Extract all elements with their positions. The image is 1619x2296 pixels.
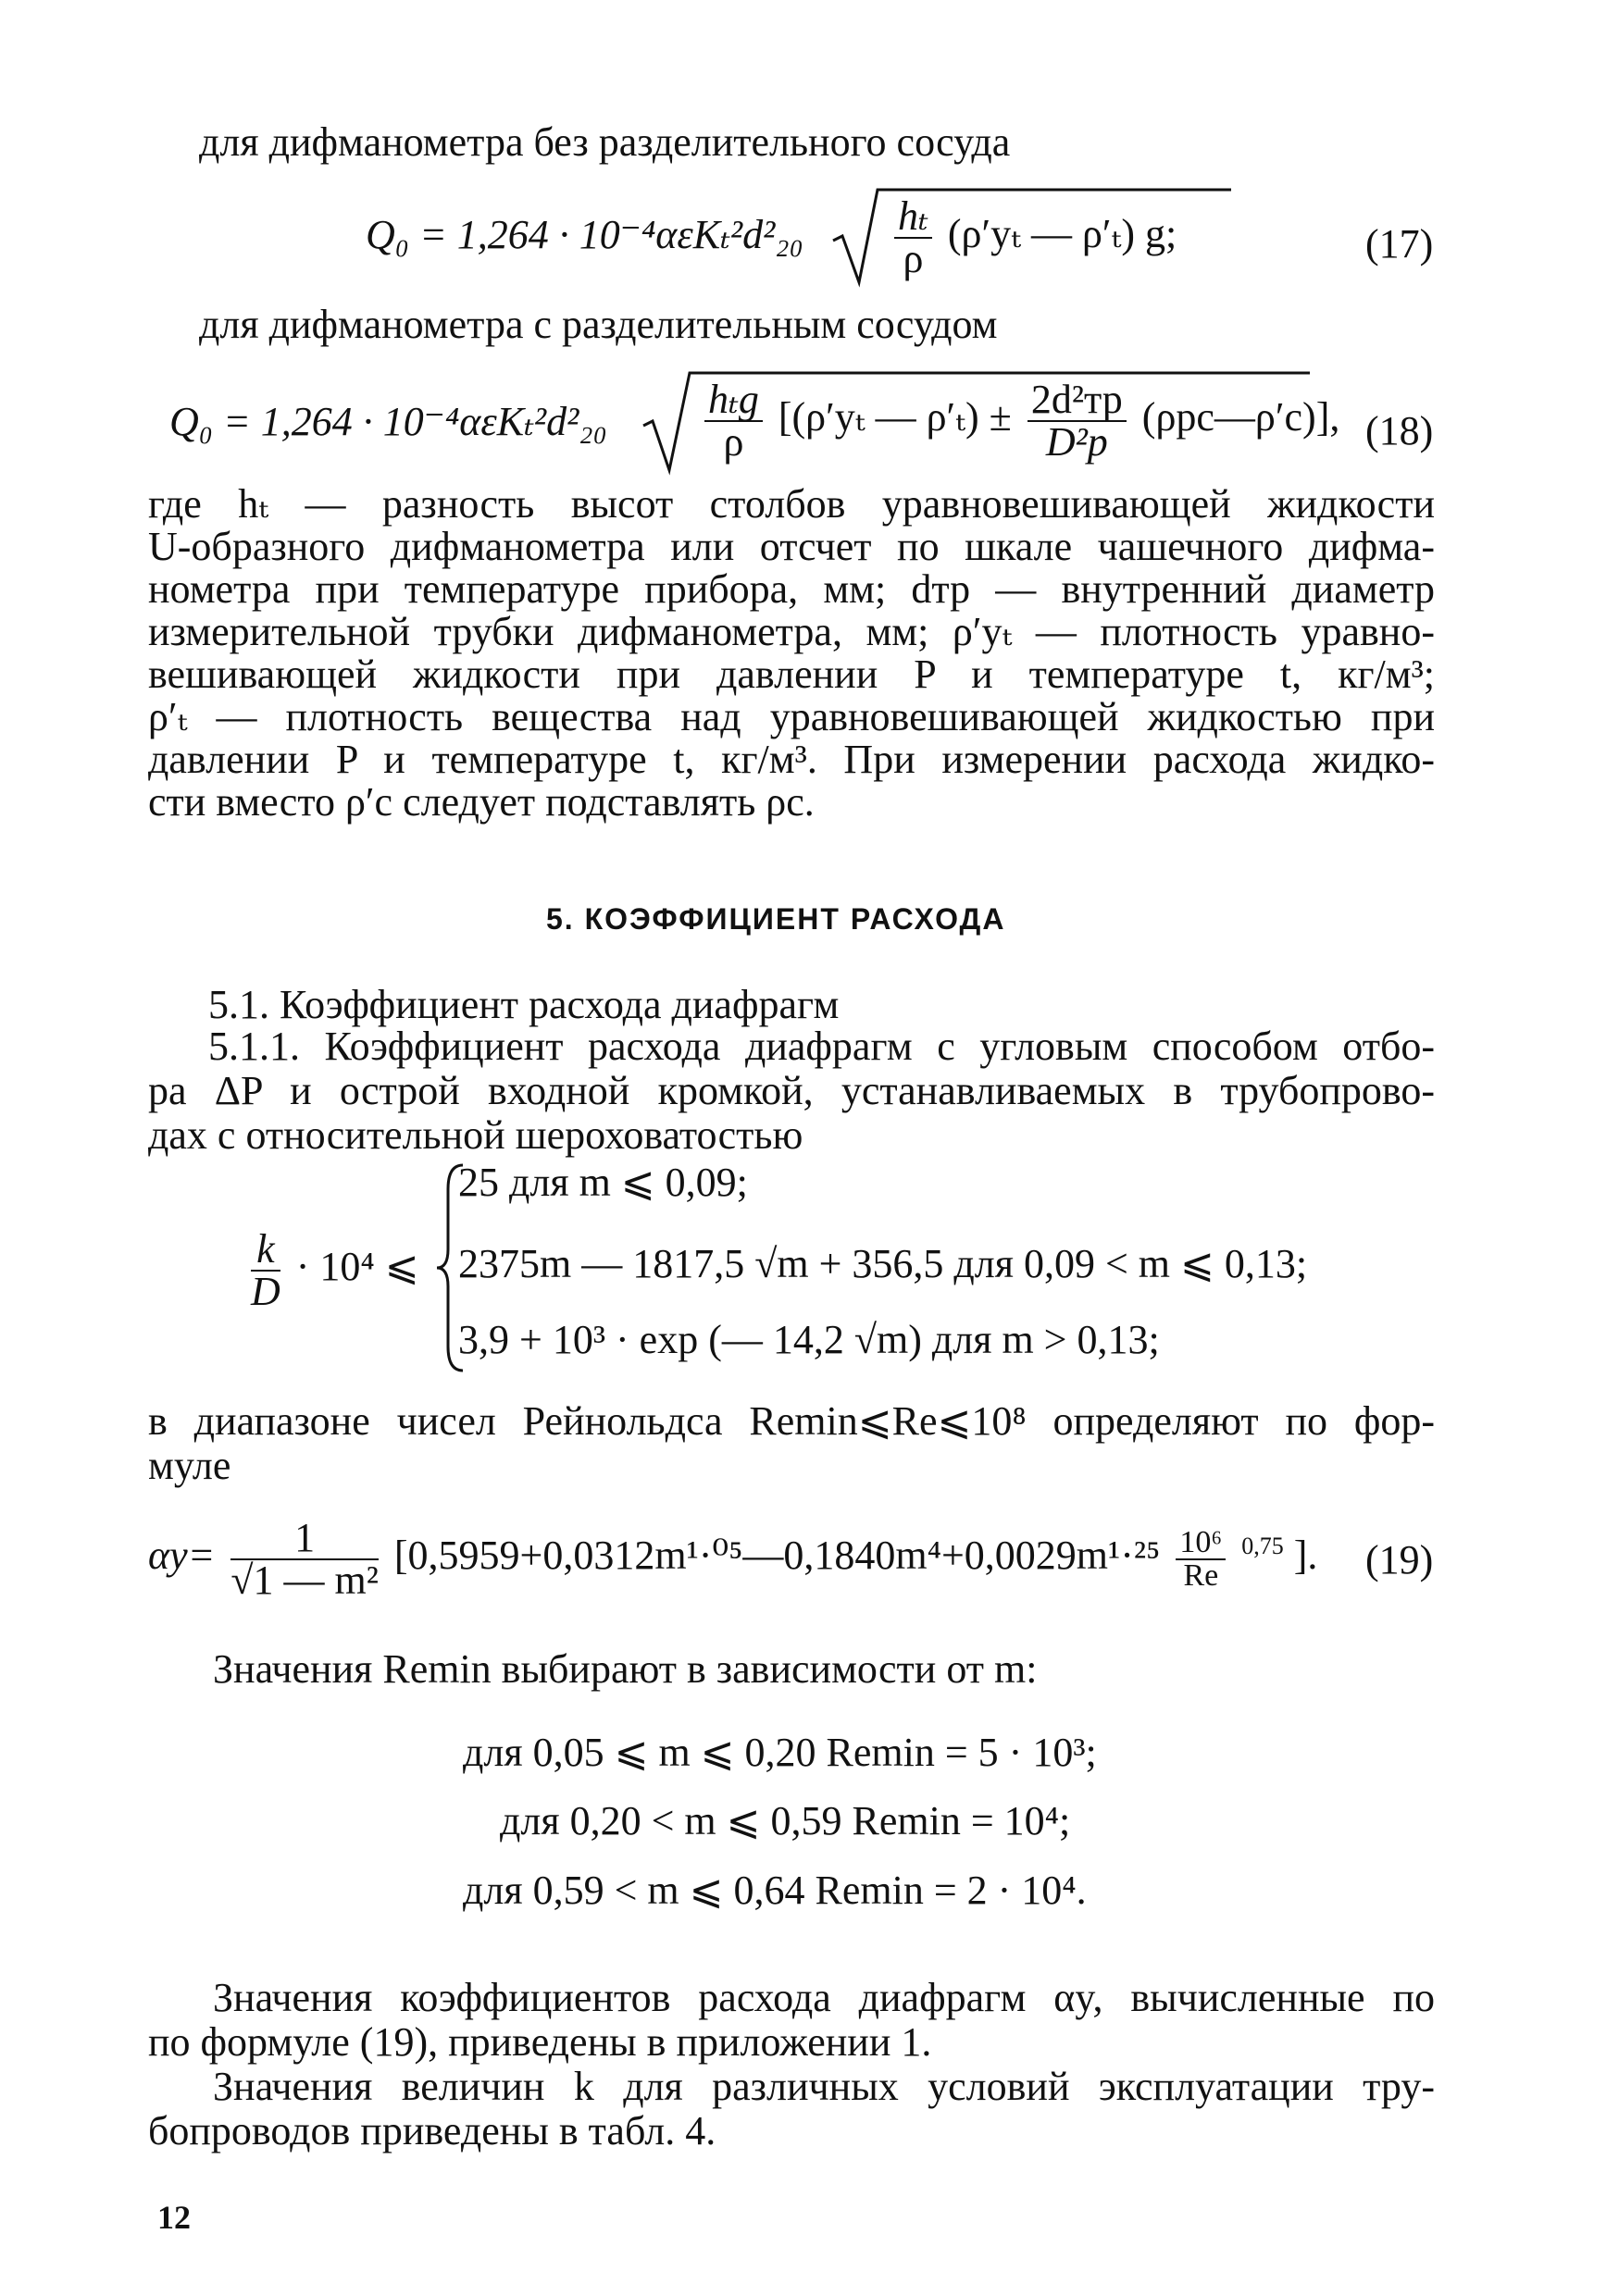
remin-case-1: для 0,05 ⩽ m ⩽ 0,20 Remin = 5 · 10³;	[463, 1730, 1097, 1775]
page-number: 12	[157, 2199, 191, 2236]
intro-no-vessel: для дифманометра без разделительного сосуда	[199, 119, 1011, 165]
remin-intro: Значения Remin выбирают в зависимости от m:	[213, 1646, 1038, 1692]
eq19-frac-num: 1	[230, 1518, 379, 1560]
closing-line: Значения коэффициентов расхода диафрагм αy, вычисленные по	[213, 1975, 1435, 2020]
roughness-case-2: 2375m — 1817,5 √m + 356,5 для 0,09 < m ⩽ 0,13;	[458, 1241, 1308, 1286]
definitions-line: давлении P и температуре t, кг/м³. При измерении расхода жидко-	[148, 737, 1435, 782]
eq19-close: ].	[1293, 1533, 1318, 1579]
definitions-paragraph	[148, 483, 1435, 824]
eq17-frac-num: hₜ	[894, 196, 932, 239]
paragraph-5-1-1-line: 5.1.1. Коэффициент расхода диафрагм с угловым способом отбо-	[208, 1024, 1435, 1069]
eq19-lhs: αy=	[148, 1533, 216, 1579]
equation-17	[366, 211, 803, 258]
roughness-lhs	[245, 1226, 419, 1314]
roughness-case-3: 3,9 + 10³ · exp (— 14,2 √m) для m > 0,13;	[458, 1317, 1160, 1362]
remin-case-3: для 0,59 < m ⩽ 0,64 Remin = 2 · 10⁴.	[463, 1868, 1087, 1913]
eq17-frac-den: ρ	[903, 236, 924, 281]
equation-19	[148, 1515, 1318, 1603]
roughness-lhs-num: k	[251, 1229, 280, 1272]
equation-18	[169, 398, 607, 445]
definitions-line: ρ′ₜ — плотность вещества над уравновешивающей жидкостью при	[148, 694, 1435, 739]
eq17-number: (17)	[1365, 221, 1434, 267]
reynolds-line: в диапазоне чисел Рейнольдса Remin⩽Re⩽10⁸ определяют по фор-	[148, 1398, 1435, 1444]
eq19-inner-den: Re	[1183, 1558, 1219, 1593]
eq19-power: 0,75	[1241, 1533, 1284, 1560]
reynolds-line: муле	[148, 1443, 231, 1488]
closing-line: по формуле (19), приведены в приложении 1.	[148, 2019, 932, 2065]
definitions-line: измерительной трубки дифманометра, мм; ρ′yₜ — плотность уравно-	[148, 609, 1435, 654]
definitions-line: сти вместо ρ′с следует подставлять ρс.	[148, 779, 815, 825]
closing-line: Значения величин k для различных условий эксплуатации тру-	[213, 2064, 1435, 2109]
eq19-body: [0,5959+0,0312m¹·⁰⁵—0,1840m⁴+0,0029m¹·²⁵	[393, 1533, 1161, 1579]
closing-line: бопроводов приведены в табл. 4.	[148, 2108, 716, 2153]
eq18-number: (18)	[1365, 408, 1434, 453]
reynolds-paragraph	[148, 1399, 1435, 1488]
eq18-frac-den: ρ	[723, 419, 744, 465]
eq18-frac-num: hₜg	[704, 379, 763, 422]
eq18-radicand	[699, 379, 1339, 463]
roughness-lhs-den: D	[251, 1269, 280, 1314]
closing-paragraph	[148, 1976, 1435, 2153]
paragraph-5-1-1-line: дах с относительной шероховатостью	[148, 1112, 803, 1158]
intro-with-vessel: для дифманометра с разделительным сосудом	[199, 302, 998, 347]
eq19-inner-num: 10⁶	[1176, 1527, 1226, 1560]
eq19-number: (19)	[1365, 1537, 1434, 1582]
eq18-frac2-num: 2d²тр	[1027, 379, 1127, 422]
eq18-frac2-den: D²р	[1045, 419, 1108, 465]
eq18-lhs: Q₀ = 1,264 · 10⁻⁴αεKₜ²d²₂₀	[169, 399, 607, 444]
remin-case-2: для 0,20 < m ⩽ 0,59 Remin = 10⁴;	[500, 1798, 1071, 1843]
section-heading: 5. КОЭФФИЦИЕНТ РАСХОДА	[546, 902, 1006, 936]
eq17-radicand	[889, 193, 1177, 281]
paragraph-5-1-1	[148, 1024, 1435, 1158]
definitions-line: нометра при температуре прибора, мм; dтр — внутренний диаметр	[148, 566, 1435, 612]
eq19-frac-den: √1 — m²	[230, 1558, 379, 1603]
eq17-rest: (ρ′yₜ — ρ′ₜ) g;	[947, 211, 1177, 257]
paragraph-5-1-1-line: ра ΔP и острой входной кромкой, устанавливаемых в трубопрово-	[148, 1068, 1435, 1113]
eq18-bracket-a: [(ρ′yₜ — ρ′ₜ) ±	[778, 394, 1012, 441]
definitions-line: где hₜ — разность высот столбов уравновешивающей жидкости	[148, 481, 1435, 527]
eq17-lhs: Q₀ = 1,264 · 10⁻⁴αεKₜ²d²₂₀	[366, 212, 803, 257]
definitions-line: U-образного дифманометра или отсчет по шкале чашечного дифма-	[148, 524, 1435, 569]
definitions-line: вешивающей жидкости при давлении P и температуре t, кг/м³;	[148, 652, 1435, 697]
roughness-case-1: 25 для m ⩽ 0,09;	[458, 1160, 748, 1205]
eq18-bracket-b: (ρрс—ρ′с)],	[1141, 394, 1340, 441]
subsection-5-1: 5.1. Коэффициент расхода диафрагм	[208, 982, 840, 1027]
roughness-lhs-rest: · 10⁴ ⩽	[295, 1244, 419, 1290]
